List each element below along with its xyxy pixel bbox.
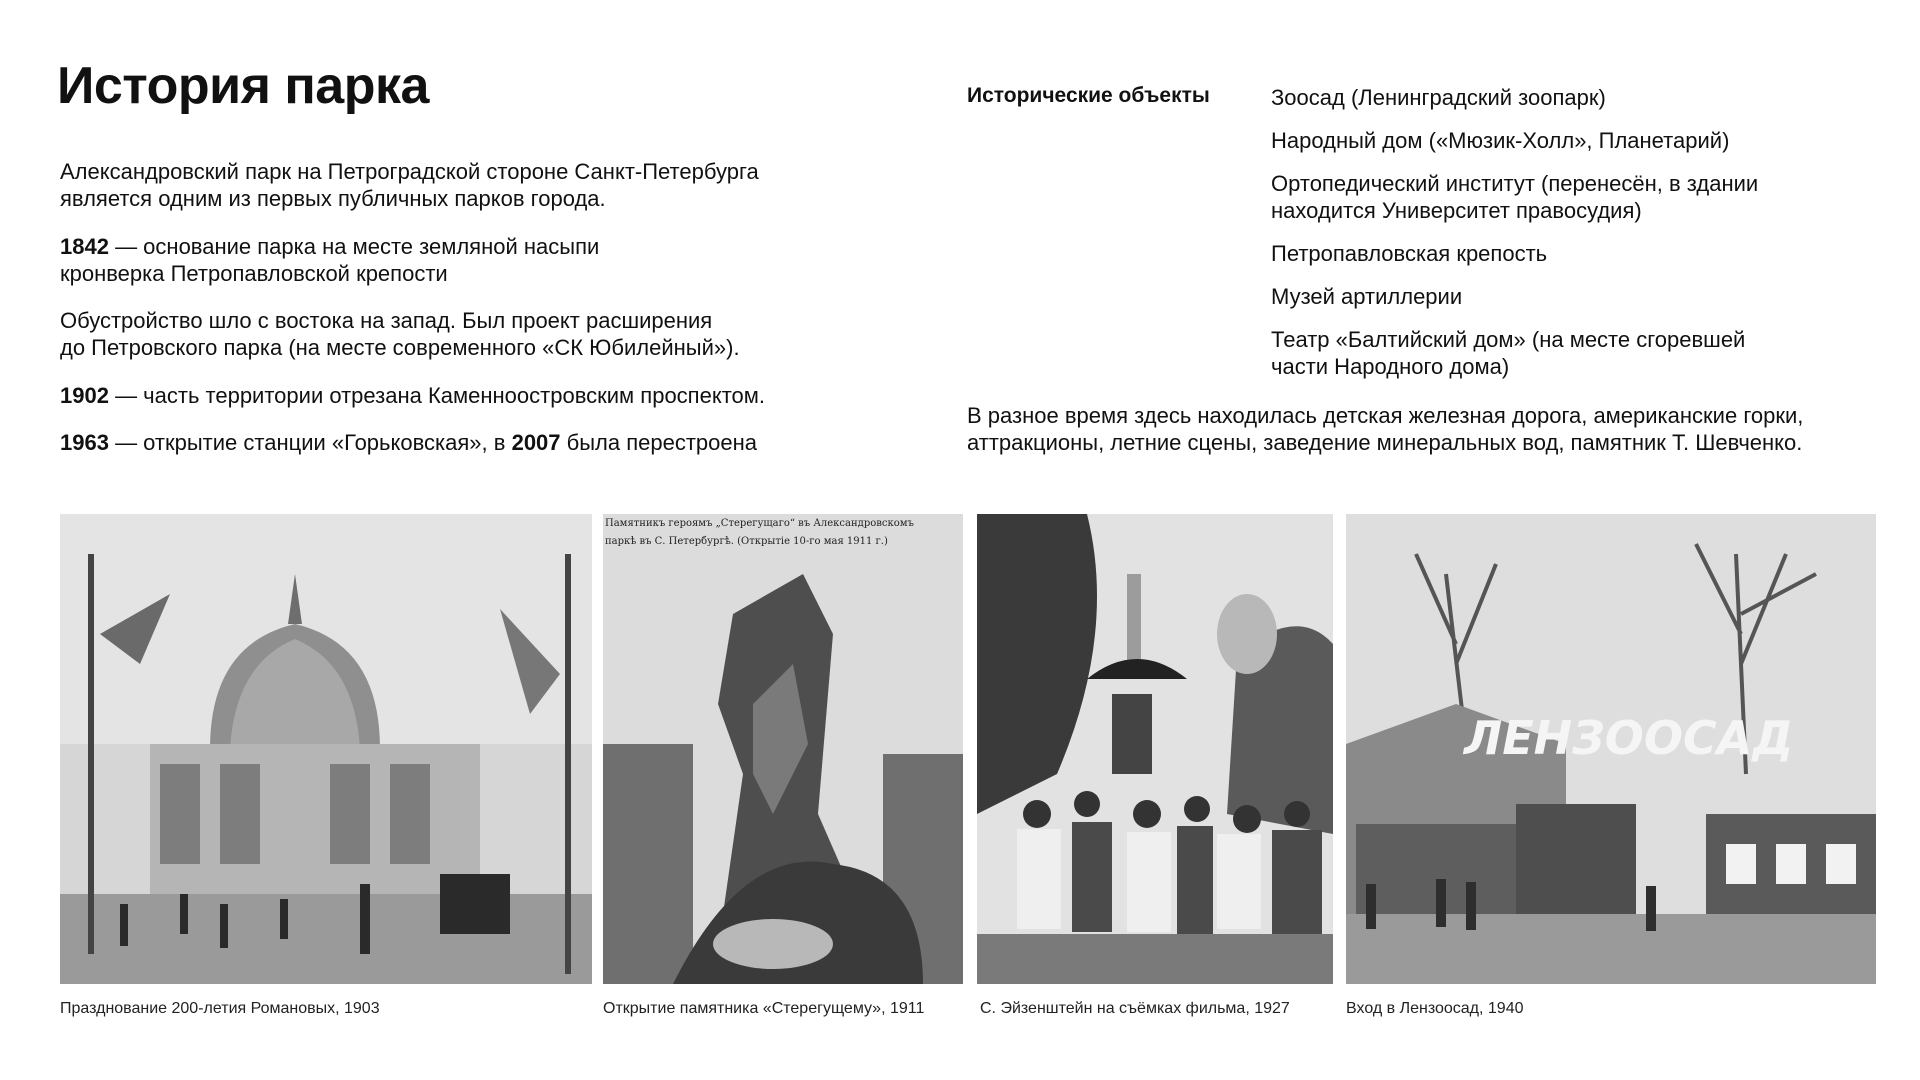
objects-list — [1271, 84, 1871, 396]
event-text: — основание парка на месте земляной насыпи — [108, 234, 600, 259]
photo-caption: Открытие памятника «Стерегущему», 1911 — [603, 1000, 925, 1017]
construction-line: Обустройство шло с востока на запад. Был проект расширения — [60, 308, 713, 333]
photo-lenzoosad-entrance — [1346, 514, 1876, 984]
object-item: Театр «Балтийский дом» (на месте сгоревшей части Народного дома) — [1271, 327, 1746, 379]
object-item: Зоосад (Ленинградский зоопарк) — [1271, 85, 1606, 110]
event-year: 1963 — [60, 430, 109, 455]
event-year: 2007 — [511, 430, 561, 455]
event-1963 — [60, 429, 920, 456]
photo-caption: Вход в Лензоосад, 1940 — [1346, 1000, 1524, 1017]
construction-paragraph — [60, 307, 920, 361]
objects-label: Исторические объекты — [967, 84, 1210, 107]
construction-line: до Петровского парка (на месте современного «СК Юбилейный»). — [60, 335, 740, 360]
event-text: была перестроена — [560, 430, 758, 455]
page-title: История парка — [57, 57, 429, 115]
photo-romanov-celebration — [60, 514, 592, 984]
event-text: — часть территории отрезана Каменноостровским проспектом. — [108, 383, 765, 408]
intro-paragraph — [60, 158, 920, 212]
event-text: — открытие станции «Горьковская», в — [108, 430, 512, 455]
intro-line: Александровский парк на Петроградской стороне Санкт-Петербурга — [60, 159, 759, 184]
photo-caption: Празднование 200-летия Романовых, 1903 — [60, 1000, 380, 1017]
event-1842 — [60, 233, 920, 287]
object-item: Музей артиллерии — [1271, 284, 1463, 309]
note-line: аттракционы, летние сцены, заведение минеральных вод, памятник Т. Шевченко. — [967, 430, 1803, 455]
history-text — [60, 158, 920, 456]
zoo-sign: ЛЕНЗООСАД — [1464, 711, 1794, 765]
photo-steregushchy-monument — [603, 514, 963, 984]
photo-eisenstein-filming — [977, 514, 1333, 984]
photo-caption: С. Эйзенштейн на съёмках фильма, 1927 — [980, 1000, 1290, 1017]
park-note — [967, 402, 1897, 456]
event-text: кронверка Петропавловской крепости — [60, 261, 448, 286]
note-line: В разное время здесь находилась детская железная дорога, американские горки, — [967, 403, 1804, 428]
event-year: 1842 — [60, 234, 109, 259]
event-year: 1902 — [60, 383, 109, 408]
postcard-inscription: Памятникъ героямъ „Стерегущаго“ въ Александровскомъ — [605, 518, 914, 529]
intro-line: является одним из первых публичных парков города. — [60, 186, 606, 211]
object-item: Петропавловская крепость — [1271, 241, 1548, 266]
object-item: Народный дом («Мюзик-Холл», Планетарий) — [1271, 128, 1730, 153]
postcard-inscription: паркѣ въ С. Петербургѣ. (Открытіе 10-го мая 1911 г.) — [605, 536, 888, 547]
object-item: Ортопедический институт (перенесён, в здании находится Университет правосудия) — [1271, 171, 1759, 223]
event-1902 — [60, 382, 920, 409]
